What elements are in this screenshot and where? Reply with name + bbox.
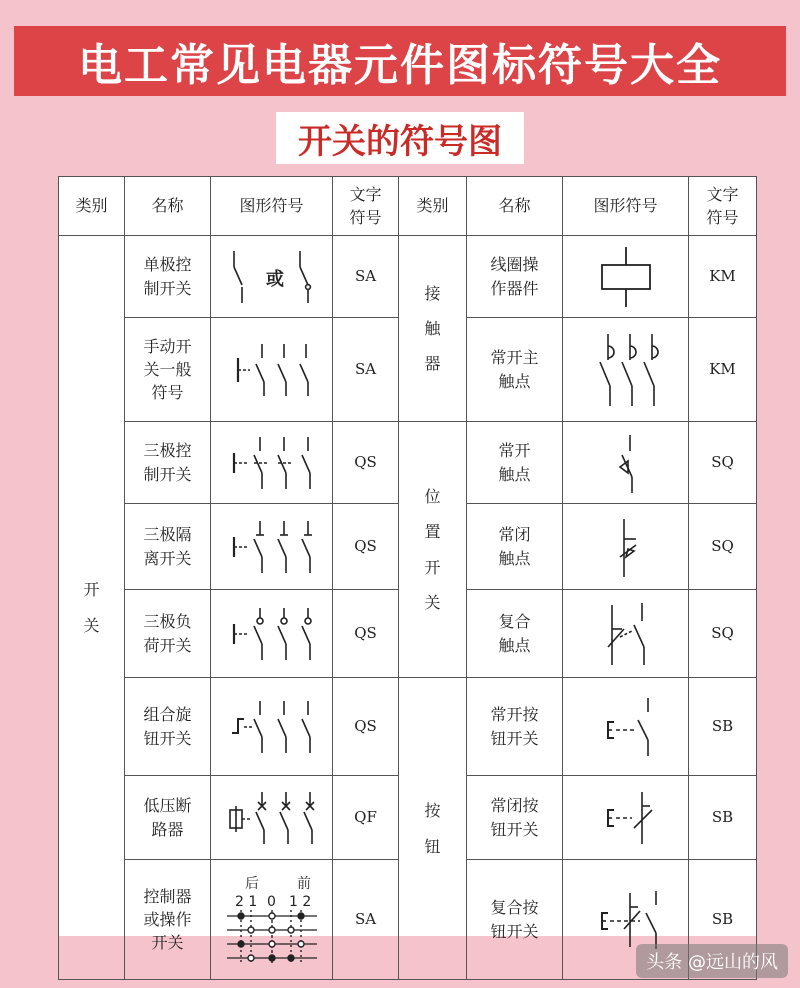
code-cell: QS	[333, 504, 399, 590]
name-cell: 组合旋 钮开关	[125, 678, 211, 776]
symbol-cell	[211, 422, 333, 504]
code-cell: QF	[333, 776, 399, 860]
table-header-row	[59, 177, 757, 236]
header-name: 名称	[125, 177, 211, 236]
symbol-cell	[211, 590, 333, 678]
code-cell: SQ	[689, 422, 757, 504]
rotary-switch-symbol-icon	[222, 697, 322, 757]
category-cell-contactor: 接 触 器	[399, 236, 467, 422]
header-symbol: 图形符号	[211, 177, 333, 236]
header-code: 文字 符号	[333, 177, 399, 236]
symbol-cell	[563, 422, 689, 504]
code-cell: SQ	[689, 590, 757, 678]
name-cell: 手动开 关一般 符号	[125, 318, 211, 422]
name-cell: 常开主 触点	[467, 318, 563, 422]
symbol-cell	[563, 236, 689, 318]
symbol-cell	[563, 504, 689, 590]
svg-text:或: 或	[265, 268, 284, 290]
symbol-cell	[211, 318, 333, 422]
svg-text:2 1: 2 1	[234, 893, 257, 910]
header-category: 类别	[59, 177, 125, 236]
watermark: 头条 @远山的风	[636, 944, 788, 978]
code-cell: SA	[333, 860, 399, 980]
code-cell: QS	[333, 678, 399, 776]
symbol-cell	[211, 860, 333, 980]
name-cell: 三极控 制开关	[125, 422, 211, 504]
code-cell: SB	[689, 860, 757, 980]
main-contact-symbol-icon	[576, 330, 676, 410]
code-cell: SA	[333, 236, 399, 318]
symbol-table-container	[58, 176, 756, 953]
name-cell: 三极隔 离开关	[125, 504, 211, 590]
limit-compound-contact-symbol-icon	[576, 599, 676, 669]
code-cell: SB	[689, 776, 757, 860]
name-cell: 复合按 钮开关	[467, 860, 563, 980]
section-subtitle: 开关的符号图	[276, 112, 524, 164]
push-button-no-symbol-icon	[576, 692, 676, 762]
name-cell: 三极负 荷开关	[125, 590, 211, 678]
svg-text:前: 前	[296, 875, 311, 892]
name-cell: 低压断 路器	[125, 776, 211, 860]
svg-text:1 2: 1 2	[288, 893, 311, 910]
code-cell: SA	[333, 318, 399, 422]
code-cell: QS	[333, 590, 399, 678]
symbol-cell	[211, 776, 333, 860]
three-pole-control-switch-symbol-icon	[222, 433, 322, 493]
symbol-cell	[211, 236, 333, 318]
code-cell: KM	[689, 318, 757, 422]
name-cell: 单极控 制开关	[125, 236, 211, 318]
controller-switch-symbol-icon	[217, 872, 327, 968]
name-cell: 线圈操 作器件	[467, 236, 563, 318]
manual-switch-symbol-icon	[222, 340, 322, 400]
limit-no-contact-symbol-icon	[576, 431, 676, 495]
symbol-cell	[211, 504, 333, 590]
header-code: 文字 符号	[689, 177, 757, 236]
header-category: 类别	[399, 177, 467, 236]
symbol-cell	[211, 678, 333, 776]
symbol-cell	[563, 318, 689, 422]
three-pole-isolating-switch-symbol-icon	[222, 517, 322, 577]
code-cell: SQ	[689, 504, 757, 590]
symbol-cell	[563, 776, 689, 860]
name-cell: 常闭 触点	[467, 504, 563, 590]
symbol-table	[58, 176, 757, 980]
limit-nc-contact-symbol-icon	[576, 515, 676, 579]
name-cell: 常开按 钮开关	[467, 678, 563, 776]
svg-text:后: 后	[244, 875, 259, 892]
symbol-cell	[563, 678, 689, 776]
circuit-breaker-symbol-icon	[222, 788, 322, 848]
header-name: 名称	[467, 177, 563, 236]
symbol-cell	[563, 590, 689, 678]
category-cell-button: 按 钮	[399, 678, 467, 980]
code-cell: KM	[689, 236, 757, 318]
category-cell-position-switch: 位 置 开 关	[399, 422, 467, 678]
table-row	[59, 236, 757, 318]
three-pole-load-switch-symbol-icon	[222, 604, 322, 664]
svg-text:0: 0	[266, 893, 276, 910]
push-button-nc-symbol-icon	[576, 788, 676, 848]
category-cell-switch: 开 关	[59, 236, 125, 980]
name-cell: 控制器 或操作 开关	[125, 860, 211, 980]
name-cell: 复合 触点	[467, 590, 563, 678]
coil-symbol-icon	[576, 245, 676, 309]
code-cell: QS	[333, 422, 399, 504]
code-cell: SB	[689, 678, 757, 776]
table-row	[59, 678, 757, 776]
table-row	[59, 422, 757, 504]
page-title: 电工常见电器元件图标符号大全	[14, 26, 786, 96]
name-cell: 常闭按 钮开关	[467, 776, 563, 860]
header-symbol: 图形符号	[563, 177, 689, 236]
name-cell: 常开 触点	[467, 422, 563, 504]
single-pole-switch-symbol-icon	[222, 247, 322, 307]
